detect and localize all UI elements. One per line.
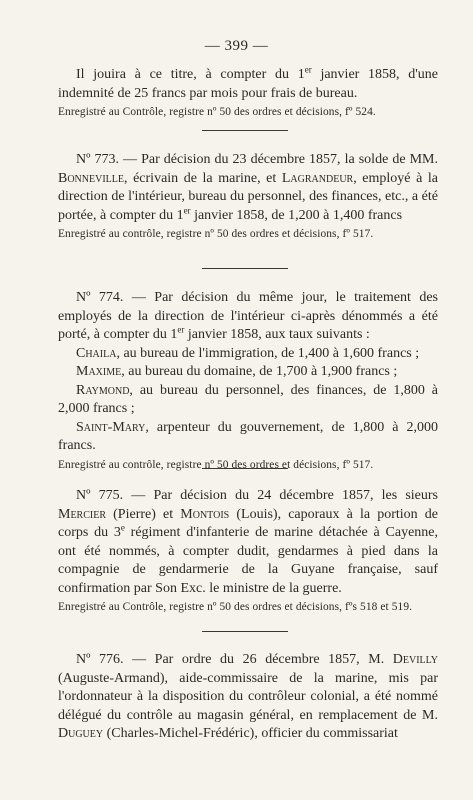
entry-776-text: Nº 776. — Par ordre du 26 décembre 1857, M. Devilly (Auguste-Armand), aide-commissaire de la marine, mis par l'ordonnateur à la disposition du contrôleur colonial, a été nommé délégué du contrôle au magasin général, en remplacement de M. Duguey (Charles-Michel-Frédéric), officier du commissariat xyxy=(58,652,438,741)
entry-775 xyxy=(58,487,438,614)
top-fragment-text: Il jouira à ce titre, à compter du 1er janvier 1858, d'une indemnité de 25 francs par mois pour frais de bureau. xyxy=(58,64,438,101)
list-item: Saint-Mary, arpenteur du gouvernement, de 1,800 à 2,000 francs. xyxy=(58,419,438,453)
list-item: Raymond, au bureau du personnel, des finances, de 1,800 à 2,000 francs ; xyxy=(58,382,438,416)
person-name: Chaila xyxy=(76,345,117,361)
section-divider xyxy=(202,130,288,131)
entry-774-text: Nº 774. — Par décision du même jour, le traitement des employés de la direction de l'intérieur ci-après dénommés a été porté, à compter du 1er janvier 1858, aux taux suivants : xyxy=(58,290,438,342)
person-name: Duguey xyxy=(58,726,104,741)
entry-number: Nº 773. xyxy=(76,152,119,167)
entry-776 xyxy=(58,651,438,744)
registration-note: Enregistré au contrôle, registre nº 50 des ordres et décisions, fº 517. xyxy=(58,458,374,471)
registration-note: Enregistré au Contrôle, registre nº 50 des ordres et décisions, fº 524. xyxy=(58,106,376,118)
person-name: Maxime xyxy=(76,364,122,379)
entry-773 xyxy=(58,151,438,241)
person-name: Devilly xyxy=(392,652,438,667)
registration-note: Enregistré au Contrôle, registre nº 50 des ordres et décisions, fºs 518 et 519. xyxy=(58,601,413,613)
entry-775-text: Nº 775. — Par décision du 24 décembre 1857, les sieurs Mercier (Pierre) et Montois (Louis), caporaux à la portion de corps du 3e régiment d'infanterie de marine détachée à Cayenne, ont été nommés, à compter dudit, gendarmes à pied dans la compagnie de gendarmerie de la Guyane française, sauf confirmation par Son Exc. le ministre de la guerre. xyxy=(58,488,439,596)
section-divider xyxy=(202,631,288,632)
person-name: Mercier xyxy=(58,506,107,522)
person-name: Lagrandeur xyxy=(281,170,354,186)
person-name: Saint-Mary xyxy=(76,419,146,435)
list-item: Chaila, au bureau de l'immigration, de 1,400 à 1,600 francs ; xyxy=(76,345,420,361)
entry-773-text: Nº 773. — Par décision du 23 décembre 1857, la solde de MM. Bonneville, écrivain de la marine, et Lagrandeur, employé à la direction de l'intérieur, bureau du personnel, des finances, etc., a été portée, à compter du 1er janvier 1858, de 1,200 à 1,400 francs xyxy=(58,152,438,223)
section-divider xyxy=(202,468,288,469)
entry-number: Nº 775. xyxy=(76,488,124,503)
page-number: — 399 — xyxy=(204,38,269,54)
list-item: Maxime, au bureau du domaine, de 1,700 à 1,900 francs ; xyxy=(76,364,398,379)
section-divider xyxy=(202,268,288,269)
top-fragment xyxy=(58,66,438,119)
entry-774 xyxy=(58,289,438,472)
registration-note: Enregistré au contrôle, registre nº 50 des ordres et décisions, fº 517. xyxy=(58,228,374,240)
entry-number: Nº 776. xyxy=(76,652,124,667)
person-name: Bonneville xyxy=(58,170,124,186)
person-name: Raymond xyxy=(76,382,130,398)
person-name: Montois xyxy=(180,506,230,522)
entry-number: Nº 774. xyxy=(76,290,124,305)
